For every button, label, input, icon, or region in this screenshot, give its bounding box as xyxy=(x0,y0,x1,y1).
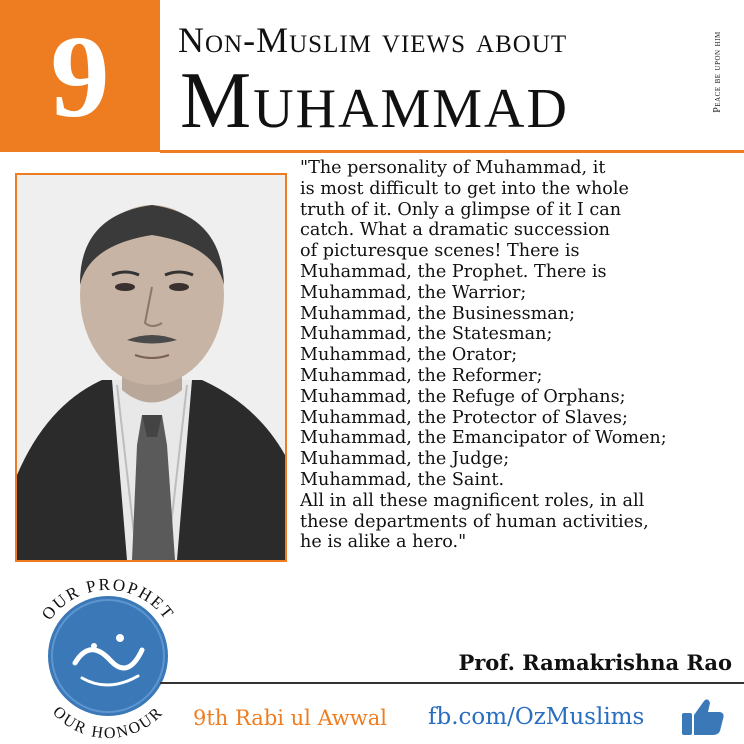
title-line-2: Muhammad xyxy=(180,57,569,145)
quote-line: Muhammad, the Statesman; xyxy=(300,324,553,345)
quote-line: Muhammad, the Protector of Slaves; xyxy=(300,407,628,428)
quote-line: he is alike a hero." xyxy=(300,532,467,553)
our-prophet-badge xyxy=(20,568,196,744)
portrait-photo xyxy=(15,173,287,562)
title-line-1: Non-Muslim views about xyxy=(178,20,568,60)
quote-text xyxy=(300,158,740,553)
quote-line: is most difficult to get into the whole xyxy=(300,178,629,199)
thumbs-up-icon[interactable] xyxy=(680,695,726,737)
quote-line: Muhammad, the Warrior; xyxy=(300,282,527,303)
quote-line: truth of it. Only a glimpse of it I can xyxy=(300,199,622,220)
quote-line: Muhammad, the Judge; xyxy=(300,449,510,470)
list-number: 9 xyxy=(50,11,110,142)
badge-top-text: OUR PROPHET xyxy=(37,574,179,624)
quote-line: All in all these magnificent roles, in all xyxy=(300,490,645,511)
badge-bottom-text: OUR HONOUR xyxy=(49,703,167,743)
number-badge xyxy=(0,0,160,152)
quote-line: Muhammad, the Refuge of Orphans; xyxy=(300,386,626,407)
quote-author: Prof. Ramakrishna Rao xyxy=(458,650,732,675)
quote-line: "The personality of Muhammad, it xyxy=(300,158,606,178)
quote-line: Muhammad, the Prophet. There is xyxy=(300,261,607,282)
quote-line: Muhammad, the Emancipator of Women; xyxy=(300,428,667,449)
quote-line: Muhammad, the Saint. xyxy=(300,469,505,490)
quote-line: catch. What a dramatic succession xyxy=(300,220,610,241)
pbuh-note: Peace be upon him xyxy=(712,31,723,113)
facebook-link[interactable]: fb.com/OzMuslims xyxy=(428,704,645,730)
event-date: 9th Rabi ul Awwal xyxy=(193,706,387,730)
portrait-illustration xyxy=(17,175,285,560)
quote-line: of picturesque scenes! There is xyxy=(300,241,580,262)
footer-divider xyxy=(160,682,744,684)
quote-line: Muhammad, the Orator; xyxy=(300,345,518,366)
quote-line: Muhammad, the Reformer; xyxy=(300,365,543,386)
quote-line: these departments of human activities, xyxy=(300,511,649,532)
header-divider xyxy=(160,150,744,153)
quote-line: Muhammad, the Businessman; xyxy=(300,303,576,324)
